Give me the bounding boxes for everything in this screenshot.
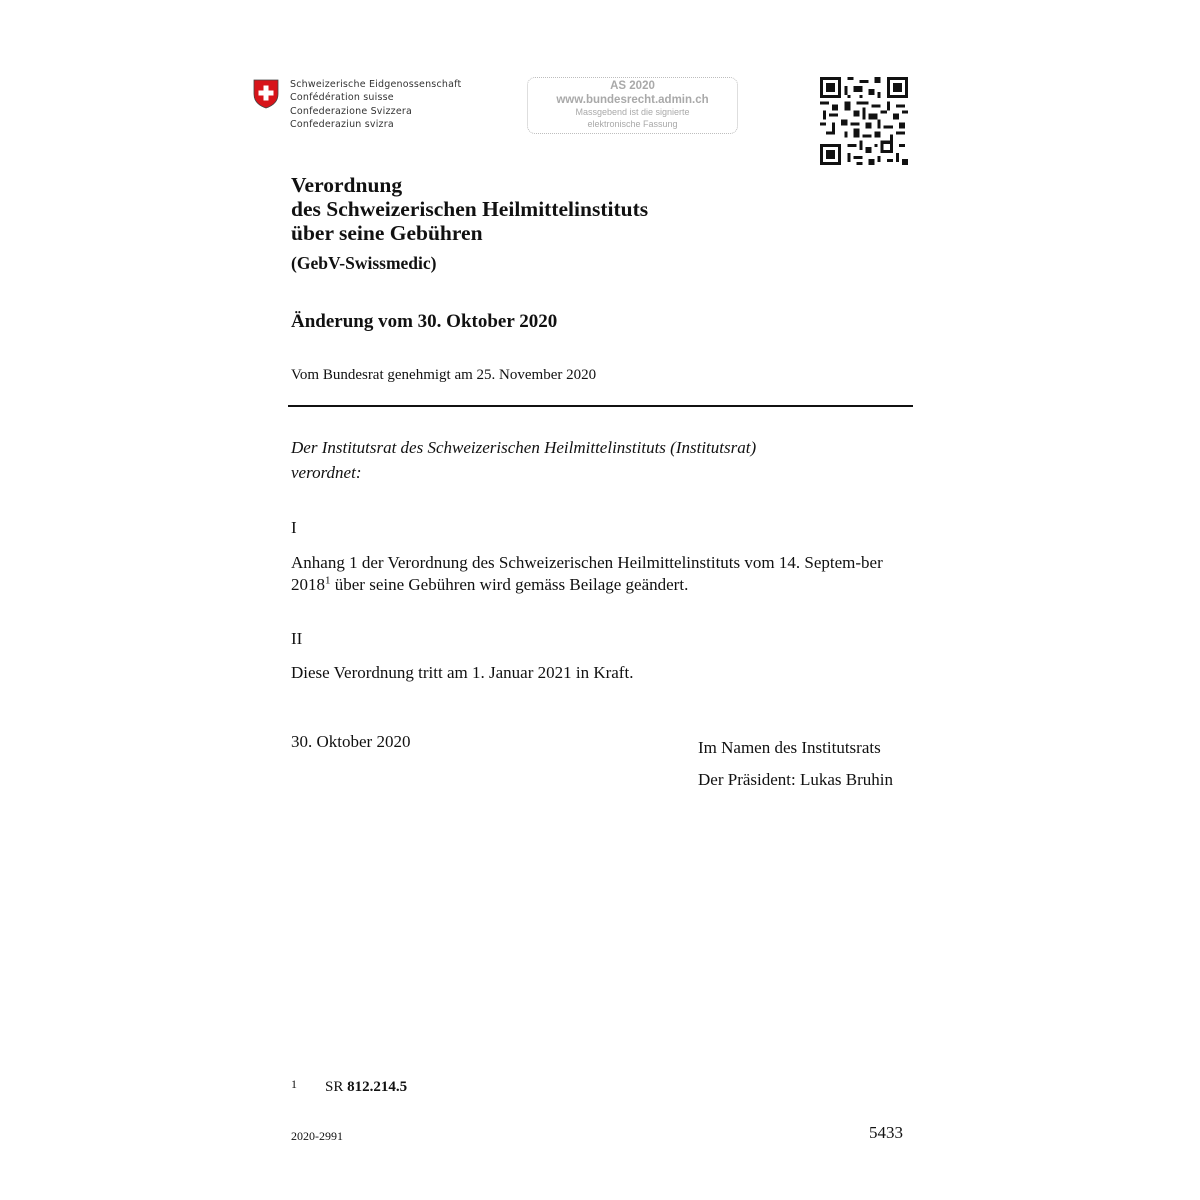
signature-president: Der Präsident: Lukas Bruhin <box>698 770 893 789</box>
ordinance-title <box>291 173 648 245</box>
authority-line-rm: Confederaziun svizra <box>290 118 394 130</box>
document-id: 2020-2991 <box>291 1129 343 1143</box>
section-1-text-main: Anhang 1 der Verordnung des Schweizerischen Heilmittelinstituts vom 14. Septem-ber 2018 <box>291 553 883 594</box>
ordinance-abbreviation: (GebV-Swissmedic) <box>291 253 437 273</box>
signature-block <box>698 732 893 796</box>
title-line-1: Verordnung <box>291 173 403 197</box>
as-number: AS 2020 <box>610 80 655 92</box>
qr-code-icon <box>820 77 908 165</box>
footnote-number: 1 <box>291 1077 297 1091</box>
authority-line-it: Confederazione Svizzera <box>290 105 413 117</box>
footnote <box>291 1077 407 1096</box>
approval-note: Vom Bundesrat genehmigt am 25. November 2020 <box>291 367 597 383</box>
section-1-text <box>291 552 911 596</box>
authority-line-fr: Confédération suisse <box>290 92 394 104</box>
footnote-prefix: SR <box>325 1079 348 1095</box>
footnote-sr-number[interactable]: 812.214.5 <box>347 1079 408 1095</box>
federal-authority-lines <box>290 78 490 131</box>
title-divider <box>288 405 913 407</box>
stamp-url[interactable]: www.bundesrecht.admin.ch <box>556 94 709 106</box>
preamble-line-1: Der Institutsrat des Schweizerischen Heilmittelinstituts (Institutsrat) <box>291 438 757 457</box>
page-number: 5433 <box>869 1123 903 1142</box>
footnote-reference[interactable]: 1 <box>325 574 331 587</box>
section-number-2: II <box>291 629 303 648</box>
stamp-note-line1: Massgebend ist die signierte <box>575 107 690 117</box>
preamble-line-2: verordnet: <box>291 463 362 482</box>
title-line-2: des Schweizerischen Heilmittelinstituts <box>291 197 649 221</box>
authority-line-de: Schweizerische Eidgenossenschaft <box>290 79 462 90</box>
section-number-1: I <box>291 518 297 537</box>
stamp-note-line2: elektronische Fassung <box>587 118 678 129</box>
swiss-cross-icon <box>253 79 279 109</box>
title-line-3: über seine Gebühren <box>291 221 483 245</box>
signature-on-behalf: Im Namen des Institutsrats <box>698 738 881 757</box>
section-1-text-rest: über seine Gebühren wird gemäss Beilage geändert. <box>330 575 689 594</box>
section-2-text: Diese Verordnung tritt am 1. Januar 2021 in Kraft. <box>291 663 634 682</box>
preamble <box>291 435 756 485</box>
official-collection-stamp <box>527 77 738 134</box>
signature-date: 30. Oktober 2020 <box>291 732 411 751</box>
amendment-date: Änderung vom 30. Oktober 2020 <box>291 311 558 332</box>
